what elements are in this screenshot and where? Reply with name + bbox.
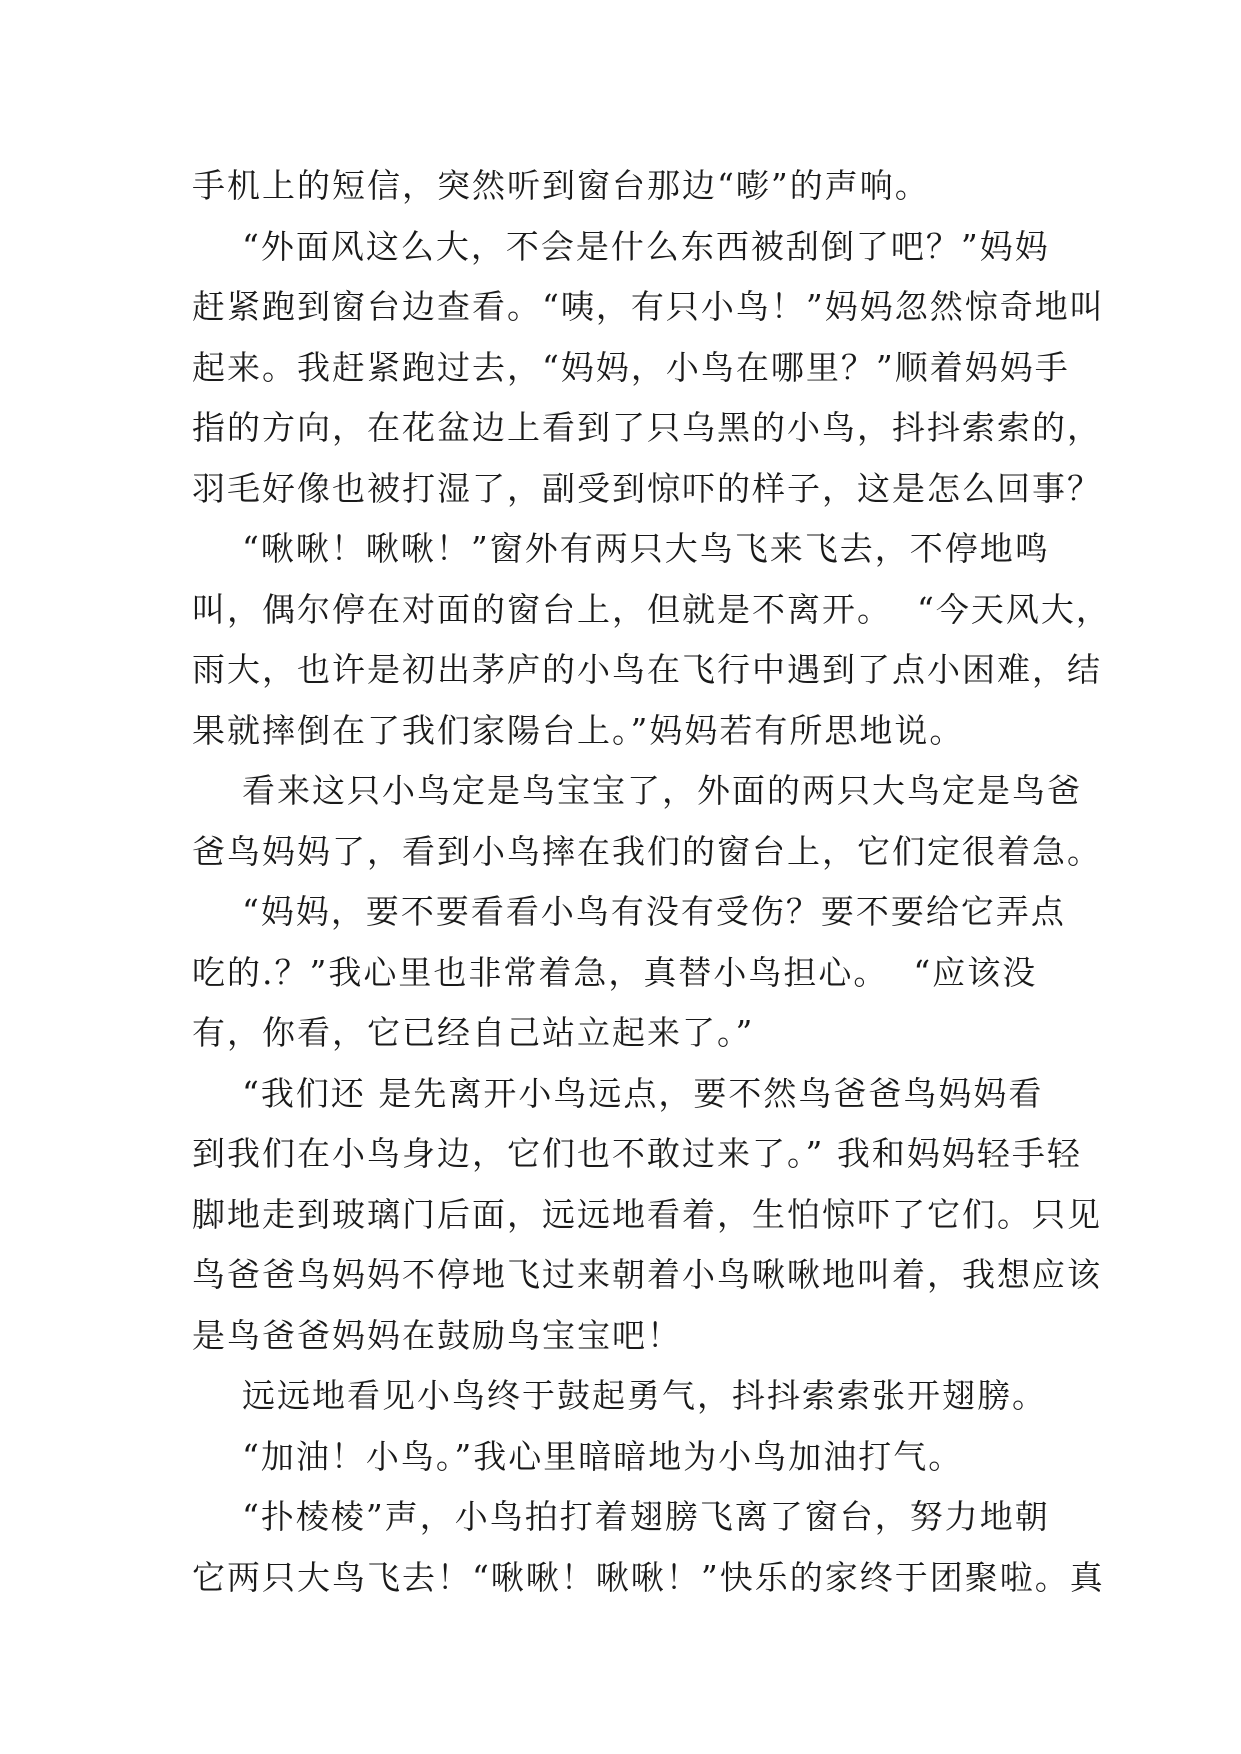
- text-line: 叫，偶尔停在对面的窗台上，但就是不离开。 “今天风大，: [192, 589, 1111, 629]
- text-line: “加油！小鸟。”我心里暗暗地为小鸟加油打气。: [192, 1436, 964, 1476]
- text-line: 远远地看见小鸟终于鼓起勇气，抖抖索索张开翅膀。: [192, 1376, 1047, 1415]
- text-line: 雨大，也许是初出茅庐的小鸟在飞行中遇到了点小困难，结: [192, 650, 1102, 689]
- text-line: 吃的.？”我心里也非常着急，真替小鸟担心。 “应该没: [192, 952, 1038, 992]
- text-line: “啾啾！啾啾！”窗外有两只大鸟飞来飞去，不停地鸣: [192, 529, 1050, 568]
- text-line: 手机上的短信，突然听到窗台那边“嘭”的声响。: [192, 166, 930, 205]
- text-line: 爸鸟妈妈了，看到小鸟摔在我们的窗台上，它们定很着急。: [192, 831, 1102, 871]
- text-line: 羽毛好像也被打湿了，副受到惊吓的样子，这是怎么回事？: [192, 468, 1102, 508]
- text-line: 赶紧跑到窗台边查看。“咦，有只小鸟！”妈妈忽然惊奇地叫: [192, 287, 1105, 326]
- text-line: 到我们在小鸟身边，它们也不敢过来了。” 我和妈妈轻手轻: [192, 1134, 1082, 1173]
- text-line: “妈妈，要不要看看小鸟有没有受伤？要不要给它弄点: [192, 892, 1066, 931]
- body-text: [192, 156, 1111, 1608]
- text-line: 脚地走到玻璃门后面，远远地看着，生怕惊吓了它们。只见: [192, 1194, 1102, 1234]
- text-line: “我们还 是先离开小鸟远点，要不然鸟爸爸鸟妈妈看: [192, 1073, 1044, 1113]
- text-line: 看来这只小鸟定是鸟宝宝了，外面的两只大鸟定是鸟爸: [192, 771, 1082, 810]
- text-line: “扑棱棱”声，小鸟拍打着翅膀飞离了窗台，努力地朝: [192, 1497, 1050, 1536]
- text-line: 指的方向，在花盆边上看到了只乌黑的小鸟，抖抖索索的，: [192, 408, 1102, 447]
- text-line: 鸟爸爸鸟妈妈不停地飞过来朝着小鸟啾啾地叫着，我想应该: [192, 1255, 1102, 1294]
- text-line: “外面风这么大，不会是什么东西被刮倒了吧？”妈妈: [192, 226, 1050, 266]
- text-line: 是鸟爸爸妈妈在鼓励鸟宝宝吧！: [192, 1315, 682, 1355]
- text-line: 有，你看，它已经自己站立起来了。”: [192, 1013, 755, 1052]
- text-line: 它两只大鸟飞去！“啾啾！啾啾！”快乐的家终于团聚啦。真: [192, 1557, 1105, 1597]
- text-line: 起来。我赶紧跑过去，“妈妈，小鸟在哪里？”顺着妈妈手: [192, 347, 1070, 387]
- text-line: 果就摔倒在了我们家陽台上。”妈妈若有所思地说。: [192, 710, 965, 750]
